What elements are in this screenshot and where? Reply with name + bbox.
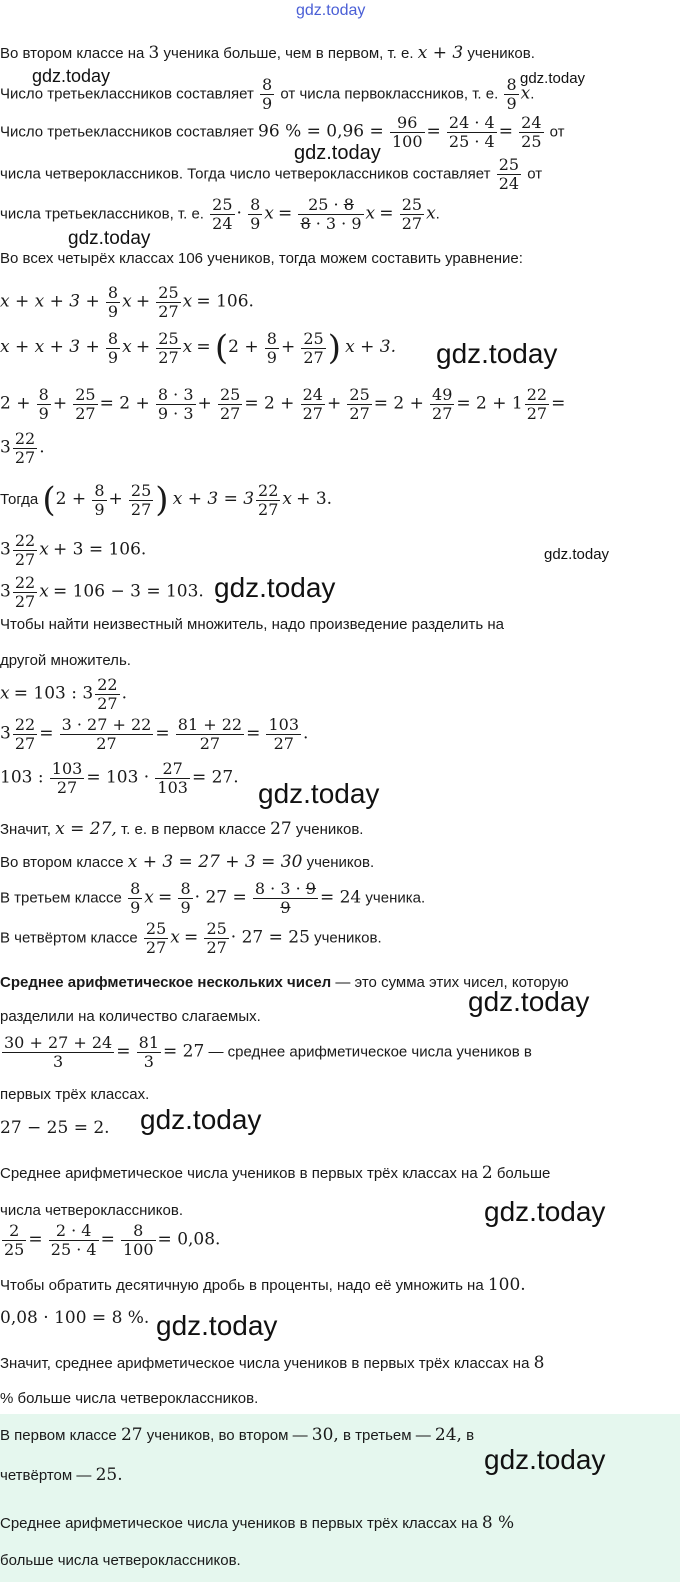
watermark: gdz.today — [32, 66, 111, 86]
text-line: Чтобы найти неизвестный множитель, надо произведение разделить на — [0, 616, 504, 633]
text-line: % больше числа четвероклассников. — [0, 1390, 259, 1407]
text-line: другой множитель. — [0, 652, 131, 669]
equation: x + x + 3 + $\frac{8}{9}$ x + $\frac{25}{27}$ x = (2 + $\frac{8}{9}$ + $\frac{25}{27}$ ) x + 3. — [0, 328, 397, 368]
text-line: числа четвероклассников. — [0, 1202, 184, 1219]
equation: x + x + 3 + $\frac{8}{9}$ x + $\frac{25}{27}$ x = 106. — [0, 283, 254, 321]
text-line: Значит, x = 27, т. е. в первом классе 27 учеников. — [0, 819, 364, 839]
watermark: gdz.today — [436, 338, 558, 369]
watermark: gdz.today — [156, 1310, 278, 1341]
equation: В третьем классе $\frac{8}{9}$ x = $\frac{8}{9}$ · 27 = $\frac{8 \cdot 3 \cdot 9}{9}$ = 24 ученика. — [0, 879, 426, 917]
equation: $\frac{30 + 27 + 24}{3}$ = $\frac{81}{3}$ = 27 — среднее арифметическое числа учеников в — [4, 1033, 532, 1071]
definition: Среднее арифметическое нескольких чисел — это сумма этих чисел, которую — [0, 974, 569, 991]
equation: 2 + $\frac{8}{9}$ + $\frac{25}{27}$ = 2 + $\frac{8 \cdot 3}{9 \cdot 3}$ + $\frac{25}{27}$ = 2 + $\frac{24}{27}$ + $\frac{25}{27}$ = 2 + $\frac{49}{27}$ = 2 + 1 $\frac{22}{27}$ = — [0, 385, 566, 423]
equation: 27 − 25 = 2. — [0, 1118, 110, 1138]
answer-line: Среднее арифметическое числа учеников в первых трёх классах на 8 % — [0, 1513, 515, 1533]
watermark: gdz.today — [484, 1444, 606, 1475]
equation: 3 $\frac{22}{27}$ = $\frac{3 \cdot 27 + 22}{27}$ = $\frac{81 + 22}{27}$ = $\frac{103}{27}$ . — [0, 715, 309, 753]
watermark: gdz.today — [258, 778, 380, 809]
watermark: gdz.today — [68, 228, 151, 249]
equation: Тогда (2 + $\frac{8}{9}$ + $\frac{25}{27}$ ) x + 3 = 3 $\frac{22}{27}$ x + 3. — [0, 480, 333, 520]
answer-line: четвёртом — 25. — [0, 1465, 123, 1485]
text-line: Во втором классе x + 3 = 27 + 3 = 30 учеников. — [0, 852, 375, 872]
text-line: Среднее арифметическое числа учеников в первых трёх классах на 2 больше — [0, 1163, 551, 1183]
answer-line: больше числа четвероклассников. — [0, 1552, 241, 1569]
watermark: gdz.today — [520, 70, 586, 87]
watermark: gdz.today — [484, 1196, 606, 1227]
watermark: gdz.today — [296, 2, 366, 19]
text-line: числа третьеклассников, т. е. $\frac{25}{24}$ · $\frac{8}{9}$ x = $\frac{25 \cdot 8}{8 \cdot 3 \cdot 9}$ x = $\frac{25}{27}$ x. — [0, 195, 440, 233]
watermark: gdz.today — [140, 1104, 262, 1135]
watermark: gdz.today — [214, 572, 336, 603]
equation: 3 $\frac{22}{27}$ . — [0, 429, 45, 467]
text-line: Значит, среднее арифметическое числа учеников в первых трёх классах на 8 — [0, 1353, 545, 1373]
watermark: gdz.today — [468, 986, 590, 1017]
text-line: Число третьеклассников составляет 96 % = 0,96 = $\frac{96}{100}$ = $\frac{24 \cdot 4}{25 \cdot 4}$ = $\frac{24}{25}$ от — [0, 113, 565, 151]
text-line: разделили на количество слагаемых. — [0, 1008, 261, 1025]
equation: 3 $\frac{22}{27}$ x = 106 − 3 = 103. — [0, 573, 204, 611]
text-line: Во всех четырёх классах 106 учеников, тогда можем составить уравнение: — [0, 250, 523, 267]
text-line: Во втором классе на 3 ученика больше, чем в первом, т. е. x + 3 учеников. — [0, 43, 535, 63]
text-line: первых трёх классах. — [0, 1086, 150, 1103]
equation: В четвёртом классе $\frac{25}{27}$ x = $\frac{25}{27}$ · 27 = 25 учеников. — [0, 919, 382, 957]
equation: 3 $\frac{22}{27}$ x + 3 = 106. — [0, 531, 147, 569]
equation: $\frac{2}{25}$ = $\frac{2 \cdot 4}{25 \cdot 4}$ = $\frac{8}{100}$ = 0,08. — [4, 1221, 221, 1259]
watermark: gdz.today — [294, 142, 381, 164]
equation: x = 103 : 3 $\frac{22}{27}$ . — [0, 675, 127, 713]
watermark: gdz.today — [544, 546, 610, 563]
equation: 103 : $\frac{103}{27}$ = 103 · $\frac{27}{103}$ = 27. — [0, 759, 239, 797]
text-line: Число третьеклассников составляет $\frac{8}{9}$ от числа первоклассников, т. е. $\frac{8}{9}$ x. — [0, 75, 535, 113]
text-line: числа четвероклассников. Тогда число четвероклассников составляет $\frac{25}{24}$ от — [0, 155, 543, 193]
equation: 0,08 · 100 = 8 %. — [0, 1308, 150, 1328]
text-line: Чтобы обратить десятичную дробь в проценты, надо её умножить на 100. — [0, 1275, 526, 1295]
answer-line: В первом классе 27 учеников, во втором — 30, в третьем — 24, в — [0, 1425, 475, 1445]
